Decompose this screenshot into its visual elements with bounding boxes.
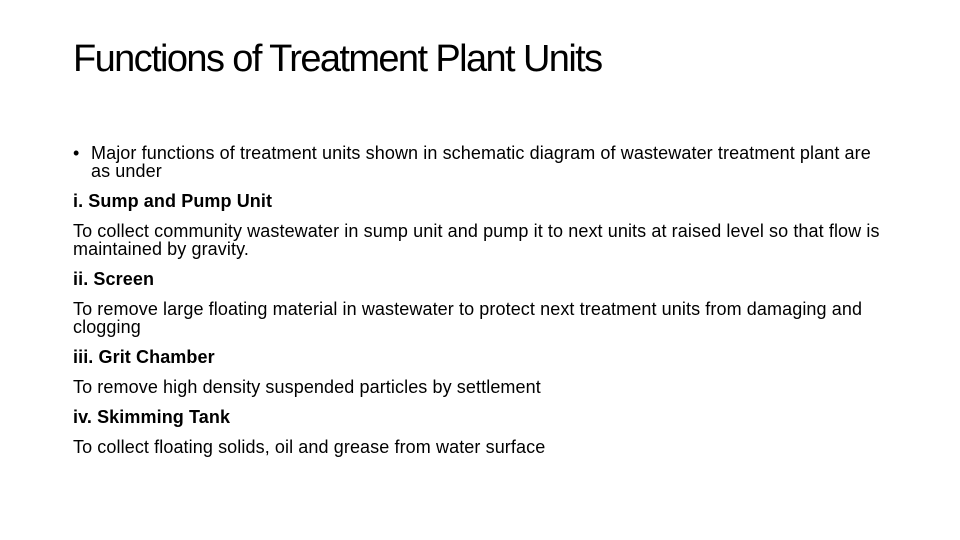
slide-body xyxy=(73,144,883,456)
unit-description-grit-chamber: To remove high density suspended particles by settlement xyxy=(73,377,541,397)
slide-title: Functions of Treatment Plant Units xyxy=(73,38,602,80)
unit-description-skimming-tank: To collect floating solids, oil and grease from water surface xyxy=(73,437,546,457)
unit-description-screen: To remove large floating material in wastewater to protect next treatment units from damaging and clogging xyxy=(73,299,863,337)
unit-heading-sump-pump: i. Sump and Pump Unit xyxy=(73,191,273,211)
bullet-icon: • xyxy=(73,143,80,163)
unit-heading-skimming-tank: iv. Skimming Tank xyxy=(73,407,231,427)
unit-heading-screen: ii. Screen xyxy=(73,269,155,289)
unit-heading-grit-chamber: iii. Grit Chamber xyxy=(73,347,215,367)
intro-bullet-item xyxy=(73,144,883,180)
intro-text: Major functions of treatment units shown in schematic diagram of wastewater treatment plant are as under xyxy=(91,143,871,181)
unit-description-sump-pump: To collect community wastewater in sump unit and pump it to next units at raised level so that flow is maintained by gravity. xyxy=(73,221,880,259)
